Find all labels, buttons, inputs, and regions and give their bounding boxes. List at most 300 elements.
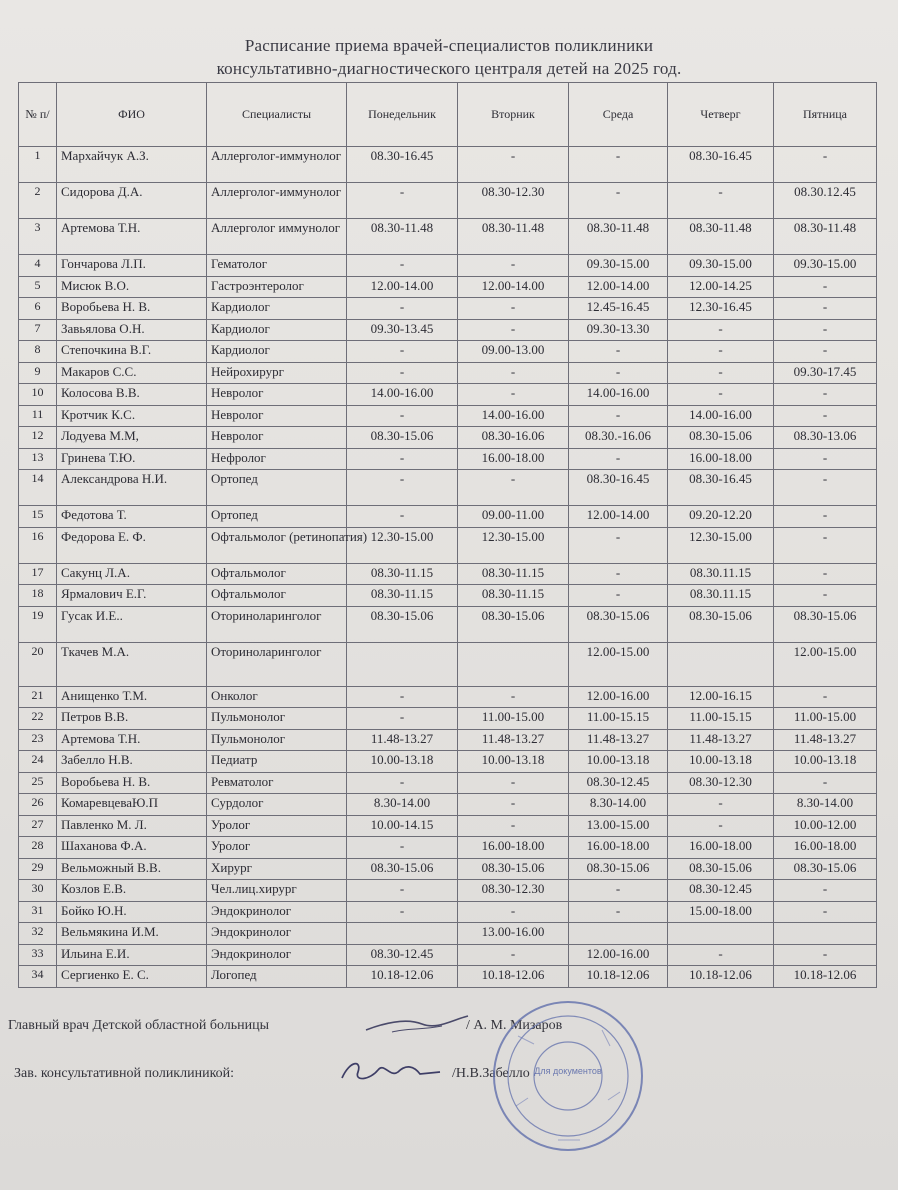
monday-hours: - bbox=[347, 470, 458, 506]
tuesday-hours: 08.30-11.15 bbox=[458, 585, 569, 607]
friday-hours: 08.30-15.06 bbox=[774, 606, 877, 642]
doctor-name: Шаханова Ф.А. bbox=[57, 837, 207, 859]
tuesday-hours: - bbox=[458, 794, 569, 816]
monday-hours bbox=[347, 923, 458, 945]
tuesday-hours: 08.30-16.06 bbox=[458, 427, 569, 449]
monday-hours: - bbox=[347, 901, 458, 923]
row-number: 11 bbox=[19, 405, 57, 427]
specialty: Оториноларинголог bbox=[207, 642, 347, 686]
tuesday-hours: 09.00-11.00 bbox=[458, 506, 569, 528]
tuesday-hours: - bbox=[458, 815, 569, 837]
table-row bbox=[19, 642, 877, 686]
friday-hours: - bbox=[774, 772, 877, 794]
friday-hours: - bbox=[774, 880, 877, 902]
specialty: Оториноларинголог bbox=[207, 606, 347, 642]
specialty: Гематолог bbox=[207, 255, 347, 277]
monday-hours: 8.30-14.00 bbox=[347, 794, 458, 816]
thursday-hours: 09.20-12.20 bbox=[668, 506, 774, 528]
wednesday-hours: 09.30-15.00 bbox=[569, 255, 668, 277]
head-signature bbox=[336, 1054, 448, 1088]
thursday-hours: 08.30-16.45 bbox=[668, 147, 774, 183]
table-row bbox=[19, 585, 877, 607]
tuesday-hours: 08.30-12.30 bbox=[458, 183, 569, 219]
specialty: Гастроэнтеролог bbox=[207, 276, 347, 298]
row-number: 18 bbox=[19, 585, 57, 607]
tuesday-hours: - bbox=[458, 470, 569, 506]
table-row bbox=[19, 686, 877, 708]
monday-hours: 08.30-15.06 bbox=[347, 858, 458, 880]
specialty: Офтальмолог bbox=[207, 563, 347, 585]
thursday-hours bbox=[668, 923, 774, 945]
thursday-hours: - bbox=[668, 183, 774, 219]
table-row bbox=[19, 506, 877, 528]
friday-hours: - bbox=[774, 527, 877, 563]
friday-hours: 8.30-14.00 bbox=[774, 794, 877, 816]
thursday-hours: 15.00-18.00 bbox=[668, 901, 774, 923]
row-number: 30 bbox=[19, 880, 57, 902]
thursday-hours: - bbox=[668, 362, 774, 384]
head-clinic-name: /Н.В.Забелло bbox=[452, 1066, 530, 1081]
specialty: Пульмонолог bbox=[207, 729, 347, 751]
tuesday-hours: - bbox=[458, 255, 569, 277]
friday-hours: - bbox=[774, 147, 877, 183]
tuesday-hours: - bbox=[458, 772, 569, 794]
friday-hours: - bbox=[774, 563, 877, 585]
thursday-hours: - bbox=[668, 794, 774, 816]
thursday-hours: 08.30-15.06 bbox=[668, 427, 774, 449]
row-number: 1 bbox=[19, 147, 57, 183]
table-row bbox=[19, 147, 877, 183]
doctor-name: Гончарова Л.П. bbox=[57, 255, 207, 277]
wednesday-hours: - bbox=[569, 448, 668, 470]
wednesday-hours: 16.00-18.00 bbox=[569, 837, 668, 859]
table-row bbox=[19, 341, 877, 363]
table-row bbox=[19, 183, 877, 219]
schedule-table bbox=[18, 82, 877, 988]
tuesday-hours: 10.18-12.06 bbox=[458, 966, 569, 988]
thursday-hours: 10.18-12.06 bbox=[668, 966, 774, 988]
table-row bbox=[19, 448, 877, 470]
table-row bbox=[19, 362, 877, 384]
row-number: 10 bbox=[19, 384, 57, 406]
wednesday-hours: 08.30-16.45 bbox=[569, 470, 668, 506]
tuesday-hours: 14.00-16.00 bbox=[458, 405, 569, 427]
table-row bbox=[19, 815, 877, 837]
thursday-hours: 08.30.11.15 bbox=[668, 563, 774, 585]
doctor-name: Кротчик К.С. bbox=[57, 405, 207, 427]
wednesday-hours: 12.45-16.45 bbox=[569, 298, 668, 320]
monday-hours: 08.30-11.15 bbox=[347, 563, 458, 585]
thursday-hours: 08.30-15.06 bbox=[668, 858, 774, 880]
header-monday: Понедельник bbox=[347, 83, 458, 147]
tuesday-hours: - bbox=[458, 319, 569, 341]
row-number: 17 bbox=[19, 563, 57, 585]
friday-hours: 09.30-15.00 bbox=[774, 255, 877, 277]
tuesday-hours: - bbox=[458, 147, 569, 183]
table-row bbox=[19, 966, 877, 988]
wednesday-hours: 8.30-14.00 bbox=[569, 794, 668, 816]
tuesday-hours: 09.00-13.00 bbox=[458, 341, 569, 363]
thursday-hours: 12.00-14.25 bbox=[668, 276, 774, 298]
row-number: 28 bbox=[19, 837, 57, 859]
table-row bbox=[19, 923, 877, 945]
table-row bbox=[19, 219, 877, 255]
friday-hours: - bbox=[774, 506, 877, 528]
thursday-hours: 08.30-15.06 bbox=[668, 606, 774, 642]
monday-hours: 10.00-14.15 bbox=[347, 815, 458, 837]
header-specialist: Специалисты bbox=[207, 83, 347, 147]
friday-hours: 08.30-15.06 bbox=[774, 858, 877, 880]
row-number: 4 bbox=[19, 255, 57, 277]
specialty: Аллерголог иммунолог bbox=[207, 219, 347, 255]
thursday-hours: - bbox=[668, 384, 774, 406]
table-row bbox=[19, 470, 877, 506]
doctor-name: Гусак И.Е.. bbox=[57, 606, 207, 642]
doctor-name: Вельможный В.В. bbox=[57, 858, 207, 880]
monday-hours: 11.48-13.27 bbox=[347, 729, 458, 751]
monday-hours: 10.00-13.18 bbox=[347, 751, 458, 773]
friday-hours: - bbox=[774, 448, 877, 470]
monday-hours: - bbox=[347, 405, 458, 427]
table-row bbox=[19, 729, 877, 751]
doctor-name: Козлов Е.В. bbox=[57, 880, 207, 902]
row-number: 14 bbox=[19, 470, 57, 506]
header-tuesday: Вторник bbox=[458, 83, 569, 147]
wednesday-hours: 12.00-14.00 bbox=[569, 276, 668, 298]
monday-hours: 09.30-13.45 bbox=[347, 319, 458, 341]
doctor-name: Федорова Е. Ф. bbox=[57, 527, 207, 563]
wednesday-hours: 12.00-14.00 bbox=[569, 506, 668, 528]
doctor-name: Сидорова Д.А. bbox=[57, 183, 207, 219]
thursday-hours: - bbox=[668, 944, 774, 966]
doctor-name: Лодуева М.М, bbox=[57, 427, 207, 449]
table-row bbox=[19, 563, 877, 585]
doctor-name: Анищенко Т.М. bbox=[57, 686, 207, 708]
row-number: 8 bbox=[19, 341, 57, 363]
friday-hours: - bbox=[774, 405, 877, 427]
doctor-name: Ярмалович Е.Г. bbox=[57, 585, 207, 607]
table-row bbox=[19, 298, 877, 320]
friday-hours: 12.00-15.00 bbox=[774, 642, 877, 686]
row-number: 26 bbox=[19, 794, 57, 816]
monday-hours: 14.00-16.00 bbox=[347, 384, 458, 406]
monday-hours: - bbox=[347, 708, 458, 730]
table-row bbox=[19, 427, 877, 449]
wednesday-hours: - bbox=[569, 880, 668, 902]
wednesday-hours: 13.00-15.00 bbox=[569, 815, 668, 837]
thursday-hours: - bbox=[668, 319, 774, 341]
monday-hours: 12.30-15.00 bbox=[347, 527, 458, 563]
tuesday-hours: 11.48-13.27 bbox=[458, 729, 569, 751]
head-clinic-label: Зав. консультативной поликлиникой: bbox=[14, 1066, 235, 1081]
specialty: Пульмонолог bbox=[207, 708, 347, 730]
tuesday-hours: 08.30-11.48 bbox=[458, 219, 569, 255]
friday-hours: - bbox=[774, 341, 877, 363]
monday-hours: 08.30-11.48 bbox=[347, 219, 458, 255]
thursday-hours: 12.30-16.45 bbox=[668, 298, 774, 320]
specialty: Уролог bbox=[207, 837, 347, 859]
wednesday-hours: 10.18-12.06 bbox=[569, 966, 668, 988]
table-row bbox=[19, 708, 877, 730]
tuesday-hours: 08.30-15.06 bbox=[458, 858, 569, 880]
friday-hours: 10.18-12.06 bbox=[774, 966, 877, 988]
doctor-name: Сергиенко Е. С. bbox=[57, 966, 207, 988]
row-number: 15 bbox=[19, 506, 57, 528]
table-row bbox=[19, 837, 877, 859]
monday-hours: 08.30-11.15 bbox=[347, 585, 458, 607]
official-stamp bbox=[488, 996, 648, 1156]
chief-signature bbox=[362, 1010, 472, 1040]
specialty: Эндокринолог bbox=[207, 923, 347, 945]
wednesday-hours: 08.30-12.45 bbox=[569, 772, 668, 794]
wednesday-hours: 08.30-15.06 bbox=[569, 858, 668, 880]
monday-hours bbox=[347, 642, 458, 686]
tuesday-hours: 16.00-18.00 bbox=[458, 448, 569, 470]
wednesday-hours: - bbox=[569, 183, 668, 219]
thursday-hours: 10.00-13.18 bbox=[668, 751, 774, 773]
friday-hours: - bbox=[774, 470, 877, 506]
table-row bbox=[19, 255, 877, 277]
wednesday-hours: 08.30-15.06 bbox=[569, 606, 668, 642]
specialty: Аллерголог-иммунолог bbox=[207, 147, 347, 183]
row-number: 3 bbox=[19, 219, 57, 255]
monday-hours: - bbox=[347, 255, 458, 277]
monday-hours: 12.00-14.00 bbox=[347, 276, 458, 298]
wednesday-hours: 12.00-16.00 bbox=[569, 944, 668, 966]
table-row bbox=[19, 527, 877, 563]
specialty: Ревматолог bbox=[207, 772, 347, 794]
row-number: 22 bbox=[19, 708, 57, 730]
monday-hours: - bbox=[347, 880, 458, 902]
friday-hours: - bbox=[774, 319, 877, 341]
monday-hours: - bbox=[347, 362, 458, 384]
wednesday-hours: - bbox=[569, 362, 668, 384]
wednesday-hours: - bbox=[569, 147, 668, 183]
doctor-name: Артемова Т.Н. bbox=[57, 219, 207, 255]
table-row bbox=[19, 944, 877, 966]
monday-hours: - bbox=[347, 341, 458, 363]
specialty: Невролог bbox=[207, 427, 347, 449]
doctor-name: Ткачев М.А. bbox=[57, 642, 207, 686]
specialty: Ортопед bbox=[207, 470, 347, 506]
specialty: Кардиолог bbox=[207, 341, 347, 363]
tuesday-hours: - bbox=[458, 901, 569, 923]
friday-hours bbox=[774, 923, 877, 945]
wednesday-hours: 14.00-16.00 bbox=[569, 384, 668, 406]
thursday-hours: 11.00-15.15 bbox=[668, 708, 774, 730]
doctor-name: Артемова Т.Н. bbox=[57, 729, 207, 751]
thursday-hours: 08.30-12.30 bbox=[668, 772, 774, 794]
thursday-hours: 08.30-16.45 bbox=[668, 470, 774, 506]
monday-hours: - bbox=[347, 837, 458, 859]
table-row bbox=[19, 751, 877, 773]
tuesday-hours: 16.00-18.00 bbox=[458, 837, 569, 859]
tuesday-hours: 10.00-13.18 bbox=[458, 751, 569, 773]
monday-hours: - bbox=[347, 506, 458, 528]
specialty: Эндокринолог bbox=[207, 901, 347, 923]
tuesday-hours: 08.30-12.30 bbox=[458, 880, 569, 902]
specialty: Нейрохирург bbox=[207, 362, 347, 384]
doctor-name: Бойко Ю.Н. bbox=[57, 901, 207, 923]
thursday-hours: - bbox=[668, 341, 774, 363]
row-number: 29 bbox=[19, 858, 57, 880]
tuesday-hours: - bbox=[458, 298, 569, 320]
doctor-name: Федотова Т. bbox=[57, 506, 207, 528]
thursday-hours: 12.30-15.00 bbox=[668, 527, 774, 563]
friday-hours: 11.48-13.27 bbox=[774, 729, 877, 751]
monday-hours: - bbox=[347, 686, 458, 708]
wednesday-hours: 12.00-15.00 bbox=[569, 642, 668, 686]
wednesday-hours: 11.00-15.15 bbox=[569, 708, 668, 730]
tuesday-hours: 13.00-16.00 bbox=[458, 923, 569, 945]
row-number: 6 bbox=[19, 298, 57, 320]
table-row bbox=[19, 772, 877, 794]
stamp-text: Для документов bbox=[534, 1066, 602, 1076]
tuesday-hours: - bbox=[458, 686, 569, 708]
specialty: Чел.лиц.хирург bbox=[207, 880, 347, 902]
wednesday-hours bbox=[569, 923, 668, 945]
thursday-hours: 14.00-16.00 bbox=[668, 405, 774, 427]
doctor-name: Мархайчук А.З. bbox=[57, 147, 207, 183]
row-number: 9 bbox=[19, 362, 57, 384]
row-number: 20 bbox=[19, 642, 57, 686]
row-number: 7 bbox=[19, 319, 57, 341]
document-title-line1: Расписание приема врачей-специалистов поликлиники bbox=[244, 36, 654, 55]
doctor-name: Воробьева Н. В. bbox=[57, 772, 207, 794]
document-title-line2: консультативно-диагностического централя детей на 2025 год. bbox=[216, 59, 682, 78]
wednesday-hours: 12.00-16.00 bbox=[569, 686, 668, 708]
row-number: 27 bbox=[19, 815, 57, 837]
row-number: 33 bbox=[19, 944, 57, 966]
monday-hours: 08.30-15.06 bbox=[347, 606, 458, 642]
specialty: Офтальмолог bbox=[207, 585, 347, 607]
monday-hours: - bbox=[347, 298, 458, 320]
specialty: Аллерголог-иммунолог bbox=[207, 183, 347, 219]
friday-hours: - bbox=[774, 686, 877, 708]
tuesday-hours: 12.30-15.00 bbox=[458, 527, 569, 563]
specialty: Онколог bbox=[207, 686, 347, 708]
wednesday-hours: - bbox=[569, 341, 668, 363]
monday-hours: - bbox=[347, 772, 458, 794]
table-row bbox=[19, 858, 877, 880]
tuesday-hours: 11.00-15.00 bbox=[458, 708, 569, 730]
specialty: Невролог bbox=[207, 405, 347, 427]
friday-hours: 08.30.12.45 bbox=[774, 183, 877, 219]
row-number: 34 bbox=[19, 966, 57, 988]
wednesday-hours: - bbox=[569, 405, 668, 427]
header-friday: Пятница bbox=[774, 83, 877, 147]
friday-hours: - bbox=[774, 384, 877, 406]
row-number: 13 bbox=[19, 448, 57, 470]
chief-doctor-label: Главный врач Детской областной больницы bbox=[8, 1018, 270, 1033]
friday-hours: 16.00-18.00 bbox=[774, 837, 877, 859]
wednesday-hours: 08.30-11.48 bbox=[569, 219, 668, 255]
friday-hours: 08.30-13.06 bbox=[774, 427, 877, 449]
wednesday-hours: - bbox=[569, 563, 668, 585]
specialty: Эндокринолог bbox=[207, 944, 347, 966]
row-number: 31 bbox=[19, 901, 57, 923]
thursday-hours: - bbox=[668, 815, 774, 837]
doctor-name: Гринева Т.Ю. bbox=[57, 448, 207, 470]
header-fio: ФИО bbox=[57, 83, 207, 147]
doctor-name: Колосова В.В. bbox=[57, 384, 207, 406]
tuesday-hours: 12.00-14.00 bbox=[458, 276, 569, 298]
friday-hours: - bbox=[774, 276, 877, 298]
row-number: 32 bbox=[19, 923, 57, 945]
friday-hours: 11.00-15.00 bbox=[774, 708, 877, 730]
table-header-row bbox=[19, 83, 877, 147]
table-row bbox=[19, 405, 877, 427]
friday-hours: 10.00-13.18 bbox=[774, 751, 877, 773]
doctor-name: Петров В.В. bbox=[57, 708, 207, 730]
thursday-hours: 16.00-18.00 bbox=[668, 448, 774, 470]
wednesday-hours: 08.30.-16.06 bbox=[569, 427, 668, 449]
thursday-hours bbox=[668, 642, 774, 686]
doctor-name: Завьялова О.Н. bbox=[57, 319, 207, 341]
friday-hours: 08.30-11.48 bbox=[774, 219, 877, 255]
specialty: Логопед bbox=[207, 966, 347, 988]
monday-hours: - bbox=[347, 183, 458, 219]
table-row bbox=[19, 319, 877, 341]
row-number: 21 bbox=[19, 686, 57, 708]
thursday-hours: 09.30-15.00 bbox=[668, 255, 774, 277]
wednesday-hours: 10.00-13.18 bbox=[569, 751, 668, 773]
row-number: 12 bbox=[19, 427, 57, 449]
specialty: Офтальмолог (ретинопатия) bbox=[207, 527, 347, 563]
specialty: Кардиолог bbox=[207, 298, 347, 320]
doctor-name: КомаревцеваЮ.П bbox=[57, 794, 207, 816]
specialty: Уролог bbox=[207, 815, 347, 837]
specialty: Педиатр bbox=[207, 751, 347, 773]
friday-hours: 09.30-17.45 bbox=[774, 362, 877, 384]
tuesday-hours: - bbox=[458, 944, 569, 966]
tuesday-hours: 08.30-11.15 bbox=[458, 563, 569, 585]
schedule-body bbox=[19, 147, 877, 988]
thursday-hours: 08.30-12.45 bbox=[668, 880, 774, 902]
row-number: 24 bbox=[19, 751, 57, 773]
doctor-name: Сакунц Л.А. bbox=[57, 563, 207, 585]
friday-hours: - bbox=[774, 901, 877, 923]
doctor-name: Макаров С.С. bbox=[57, 362, 207, 384]
friday-hours: 10.00-12.00 bbox=[774, 815, 877, 837]
tuesday-hours: 08.30-15.06 bbox=[458, 606, 569, 642]
wednesday-hours: 09.30-13.30 bbox=[569, 319, 668, 341]
header-thursday: Четверг bbox=[668, 83, 774, 147]
table-row bbox=[19, 901, 877, 923]
row-number: 25 bbox=[19, 772, 57, 794]
friday-hours: - bbox=[774, 298, 877, 320]
specialty: Ортопед bbox=[207, 506, 347, 528]
thursday-hours: 16.00-18.00 bbox=[668, 837, 774, 859]
specialty: Кардиолог bbox=[207, 319, 347, 341]
doctor-name: Ильина Е.И. bbox=[57, 944, 207, 966]
specialty: Невролог bbox=[207, 384, 347, 406]
thursday-hours: 08.30.11.15 bbox=[668, 585, 774, 607]
doctor-name: Степочкина В.Г. bbox=[57, 341, 207, 363]
monday-hours: 08.30-16.45 bbox=[347, 147, 458, 183]
header-num: № п/ bbox=[19, 83, 57, 147]
thursday-hours: 12.00-16.15 bbox=[668, 686, 774, 708]
tuesday-hours: - bbox=[458, 384, 569, 406]
row-number: 19 bbox=[19, 606, 57, 642]
monday-hours: 08.30-15.06 bbox=[347, 427, 458, 449]
specialty: Хирург bbox=[207, 858, 347, 880]
table-row bbox=[19, 606, 877, 642]
row-number: 2 bbox=[19, 183, 57, 219]
row-number: 5 bbox=[19, 276, 57, 298]
wednesday-hours: 11.48-13.27 bbox=[569, 729, 668, 751]
doctor-name: Воробьева Н. В. bbox=[57, 298, 207, 320]
